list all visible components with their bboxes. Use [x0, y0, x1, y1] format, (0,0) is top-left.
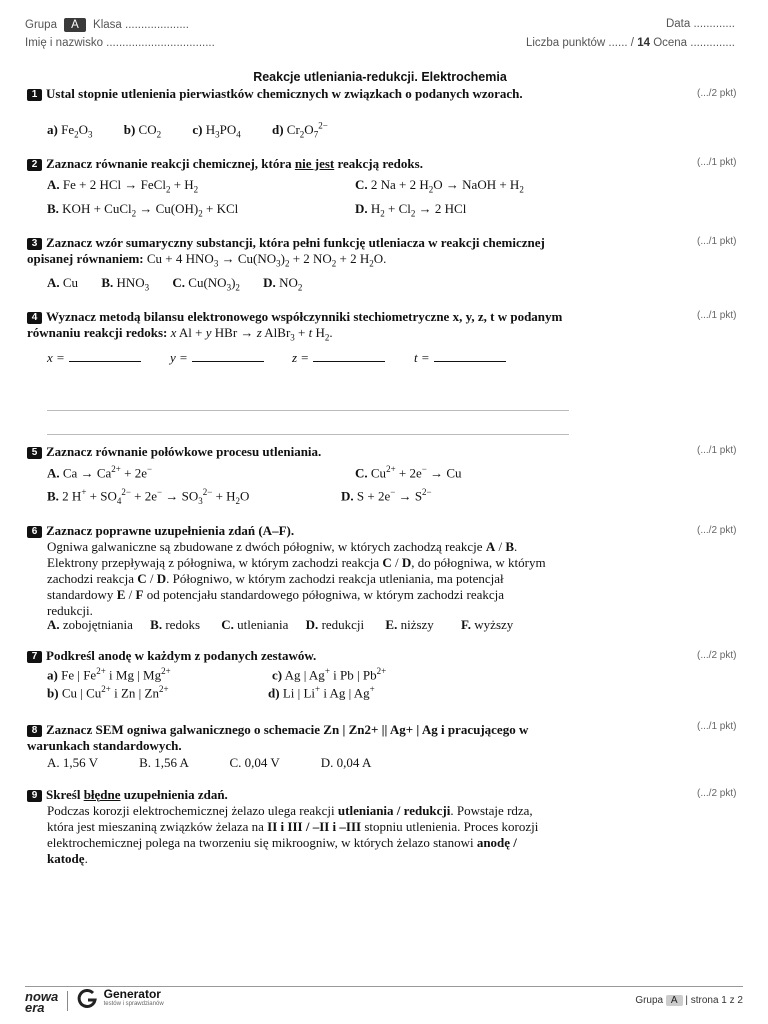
- coef-x-field[interactable]: [47, 350, 141, 366]
- task-points: (.../1 pkt): [697, 310, 737, 321]
- task-6-options[interactable]: [47, 617, 513, 633]
- footer-group-badge: A: [666, 995, 683, 1006]
- group-label: Grupa: [25, 19, 57, 31]
- points-grade-line: [526, 37, 735, 49]
- generator-icon: [76, 988, 98, 1010]
- task-number: 6: [27, 526, 42, 538]
- task-3: 3 Zaznacz wzór sumaryczny substancji, która pełni funkcję utleniacza w reakcji chemicznej opisanej równaniem: Cu + 4 $HNO_3 \to Cu(NO_3)_2 + 2$ $NO_2 + 2$ $H_2O$.: [27, 235, 545, 269]
- coef-z-label: z =: [292, 350, 310, 365]
- task-7: [27, 648, 572, 664]
- task-7-set-b[interactable]: b) Cu | $Cu^{2+}$ i Zn | $Zn^{2+}$: [47, 684, 169, 701]
- task-5: [27, 444, 572, 460]
- task-question-underlined: błędne: [83, 787, 121, 802]
- task-6-option-b[interactable]: B. redoks: [150, 617, 201, 632]
- task-points: (.../2 pkt): [697, 650, 737, 661]
- task-7-set-a[interactable]: a) Fe | $Fe^{2+}$ i Mg | $Mg^{2+}$: [47, 666, 171, 683]
- date-label: Data .............: [665, 18, 735, 30]
- task-question: Zaznacz równanie połówkowe procesu utleniania.: [46, 444, 322, 459]
- task-5-option-d[interactable]: D. $S + 2e^- \to S^{2-}$: [341, 487, 432, 504]
- task-number: 4: [27, 312, 42, 324]
- task-5-option-a[interactable]: A. $Ca \to Ca^{2+} + 2e^-$: [47, 464, 153, 481]
- group-class-line: [25, 18, 189, 32]
- task-7-set-c[interactable]: c) Ag | Ag+ i Pb | $Pb^{2+}$: [272, 666, 387, 683]
- task-8-option-a[interactable]: A. 1,56 V: [47, 755, 98, 770]
- task-points: (.../1 pkt): [697, 721, 737, 732]
- points-max: 14: [637, 37, 650, 49]
- task-2-option-b[interactable]: B. KOH + CuCl$_2$ → $Cu(OH)_2$ + KCl: [47, 201, 239, 219]
- task-points: (.../2 pkt): [697, 88, 737, 99]
- task-3-options[interactable]: A. Cu B. $HNO_3$ C. $Cu(NO_3)_2$ D. $NO_2$: [47, 275, 303, 293]
- task-question: Ustal stopnie utlenienia pierwiastków chemicznych w związkach o podanych wzorach.: [46, 86, 523, 101]
- task-question-part: uzupełnienia zdań.: [123, 787, 228, 802]
- task-5-option-c[interactable]: C. $Cu^{2+} + 2e^- \to Cu$: [355, 464, 462, 481]
- task-number: 2: [27, 159, 42, 171]
- task-number: 8: [27, 725, 42, 737]
- task-question-underlined: nie jest: [294, 156, 335, 171]
- task-question-part: reakcją redoks.: [337, 156, 423, 171]
- logo-divider: [67, 991, 68, 1011]
- task-5-option-b[interactable]: B. 2 $H^+ + SO_4^{2-} + 2e^- \to SO_3^{2-} + H_2O$: [47, 487, 250, 506]
- footer-group-label: Grupa: [635, 995, 664, 1006]
- task-8: [27, 722, 572, 754]
- footer-page-label: | strona 1 z 2: [685, 995, 743, 1006]
- task-1-options[interactable]: a) $Fe_2O_3$ b) $CO_2$ c) $H_3PO_4$ d) $Cr_2O_7^{2-}$: [47, 121, 328, 140]
- task-number: 3: [27, 238, 42, 250]
- task-6-option-a[interactable]: A. zobojętniania: [47, 617, 133, 632]
- coef-y-label: y =: [170, 350, 188, 365]
- task-question: Zaznacz SEM ogniwa galwanicznego o schemacie Zn | Zn2+ || Ag+ | Ag i pracującego w warunkach standardowych.: [27, 722, 529, 753]
- task-question: Zaznacz poprawne uzupełnienia zdań (A–F).: [46, 523, 295, 538]
- task-2-option-c[interactable]: C. 2 Na + 2 $H_2O$ → NaOH + $H_2$: [355, 177, 524, 195]
- task-points: (.../2 pkt): [697, 525, 737, 536]
- group-badge: A: [64, 18, 86, 32]
- task-1: [27, 86, 572, 102]
- task-6-option-f[interactable]: F. wyższy: [461, 617, 514, 632]
- task-number: 1: [27, 89, 42, 101]
- task-points: (.../1 pkt): [697, 445, 737, 456]
- class-label: Klasa ....................: [93, 19, 189, 31]
- task-4: 4 Wyznacz metodą bilansu elektronowego współczynniki stechiometryczne x, y, z, t w podanym równaniu reakcji redoks: x Al + y HBr → z AlBr$_3$ + t $H_2$.: [27, 309, 563, 343]
- answer-line[interactable]: [47, 434, 569, 435]
- task-6: 6 Zaznacz poprawne uzupełnienia zdań (A–F). Ogniwa galwaniczne są zbudowane z dwóch półogniw, w których zachodzą reakcje A / B. Elektrony przepływają z półogniwa, w którym zachodzi reakcja C / D, do półogniwa, w którym zachodzi reakcja C / D. Półogniwo, w którym zachodzi reakcja utleniania, ma potencjał standardowy E / F od potencjału standardowego półogniwa, w którym zachodzi reakcja redukcji.: [27, 523, 552, 619]
- task-2-option-d[interactable]: D. $H_2 + Cl_2 \to 2$ HCl: [355, 201, 467, 219]
- task-question: Wyznacz metodą bilansu elektronowego współczynniki stechiometryczne x, y, z, t w podanym równaniu reakcji redoks:: [27, 309, 563, 340]
- generator-logo-text: Generator: [103, 987, 161, 1001]
- task-2: [27, 156, 572, 172]
- task-6-option-c[interactable]: C. utleniania: [221, 617, 289, 632]
- nowa-era-logo: nowa era: [25, 989, 59, 1015]
- task-number: 7: [27, 651, 42, 663]
- coef-x-label: x =: [47, 350, 65, 365]
- task-8-option-c[interactable]: C. 0,04 V: [229, 755, 280, 770]
- task-question-part: Skreśl: [46, 787, 81, 802]
- task-points: (.../1 pkt): [697, 157, 737, 168]
- coef-y-field[interactable]: [170, 350, 264, 366]
- task-9: 9 Skreśl błędne uzupełnienia zdań. Podczas korozji elektrochemicznej żelazo ulega reakcji utleniania / redukcji. Powstaje rdza, która jest mieszaniną związków żelaza na II i III / –II i –III stopniu utlenienia. Proces korozji elektrochemicznej polega na tworzeniu się mikroogniw, w których żelazo stanowi anodę / katodę.: [27, 787, 547, 867]
- generator-logo: [76, 988, 164, 1010]
- answer-line[interactable]: [47, 410, 569, 411]
- page-title: Reakcje utleniania-redukcji. Elektrochemia: [253, 70, 507, 84]
- task-8-option-b[interactable]: B. 1,56 A: [139, 755, 189, 770]
- task-number: 9: [27, 790, 42, 802]
- coef-t-label: t =: [414, 350, 430, 365]
- generator-logo-sub: testów i sprawdzianów: [103, 1001, 164, 1007]
- task-8-options: [47, 755, 371, 771]
- name-label: Imię i nazwisko ..................................: [25, 37, 215, 49]
- footer-page-info: [635, 995, 743, 1006]
- task-points: (.../2 pkt): [697, 788, 737, 799]
- coef-t-field[interactable]: [414, 350, 506, 366]
- grade-label: Ocena ..............: [653, 37, 735, 49]
- task-8-option-d[interactable]: D. 0,04 A: [320, 755, 372, 770]
- task-7-set-d[interactable]: d) Li | Li+ i Ag | Ag+: [268, 684, 375, 701]
- task-6-option-e[interactable]: E. niższy: [385, 617, 434, 632]
- task-question-part: Zaznacz równanie reakcji chemicznej, która: [46, 156, 292, 171]
- task-number: 5: [27, 447, 42, 459]
- task-question: Zaznacz wzór sumaryczny substancji, która pełni funkcję utleniacza w reakcji chemicznej opisanej równaniem:: [27, 235, 545, 266]
- task-6-option-d[interactable]: D. redukcji: [305, 617, 365, 632]
- points-label: Liczba punktów ...... /: [525, 37, 634, 49]
- coef-z-field[interactable]: [292, 350, 385, 366]
- task-points: (.../1 pkt): [697, 236, 737, 247]
- task-question: Podkreśl anodę w każdym z podanych zestawów.: [46, 648, 317, 663]
- task-2-option-a[interactable]: A. Fe + 2 HCl → FeCl$_2$ + $H_2$: [47, 177, 199, 195]
